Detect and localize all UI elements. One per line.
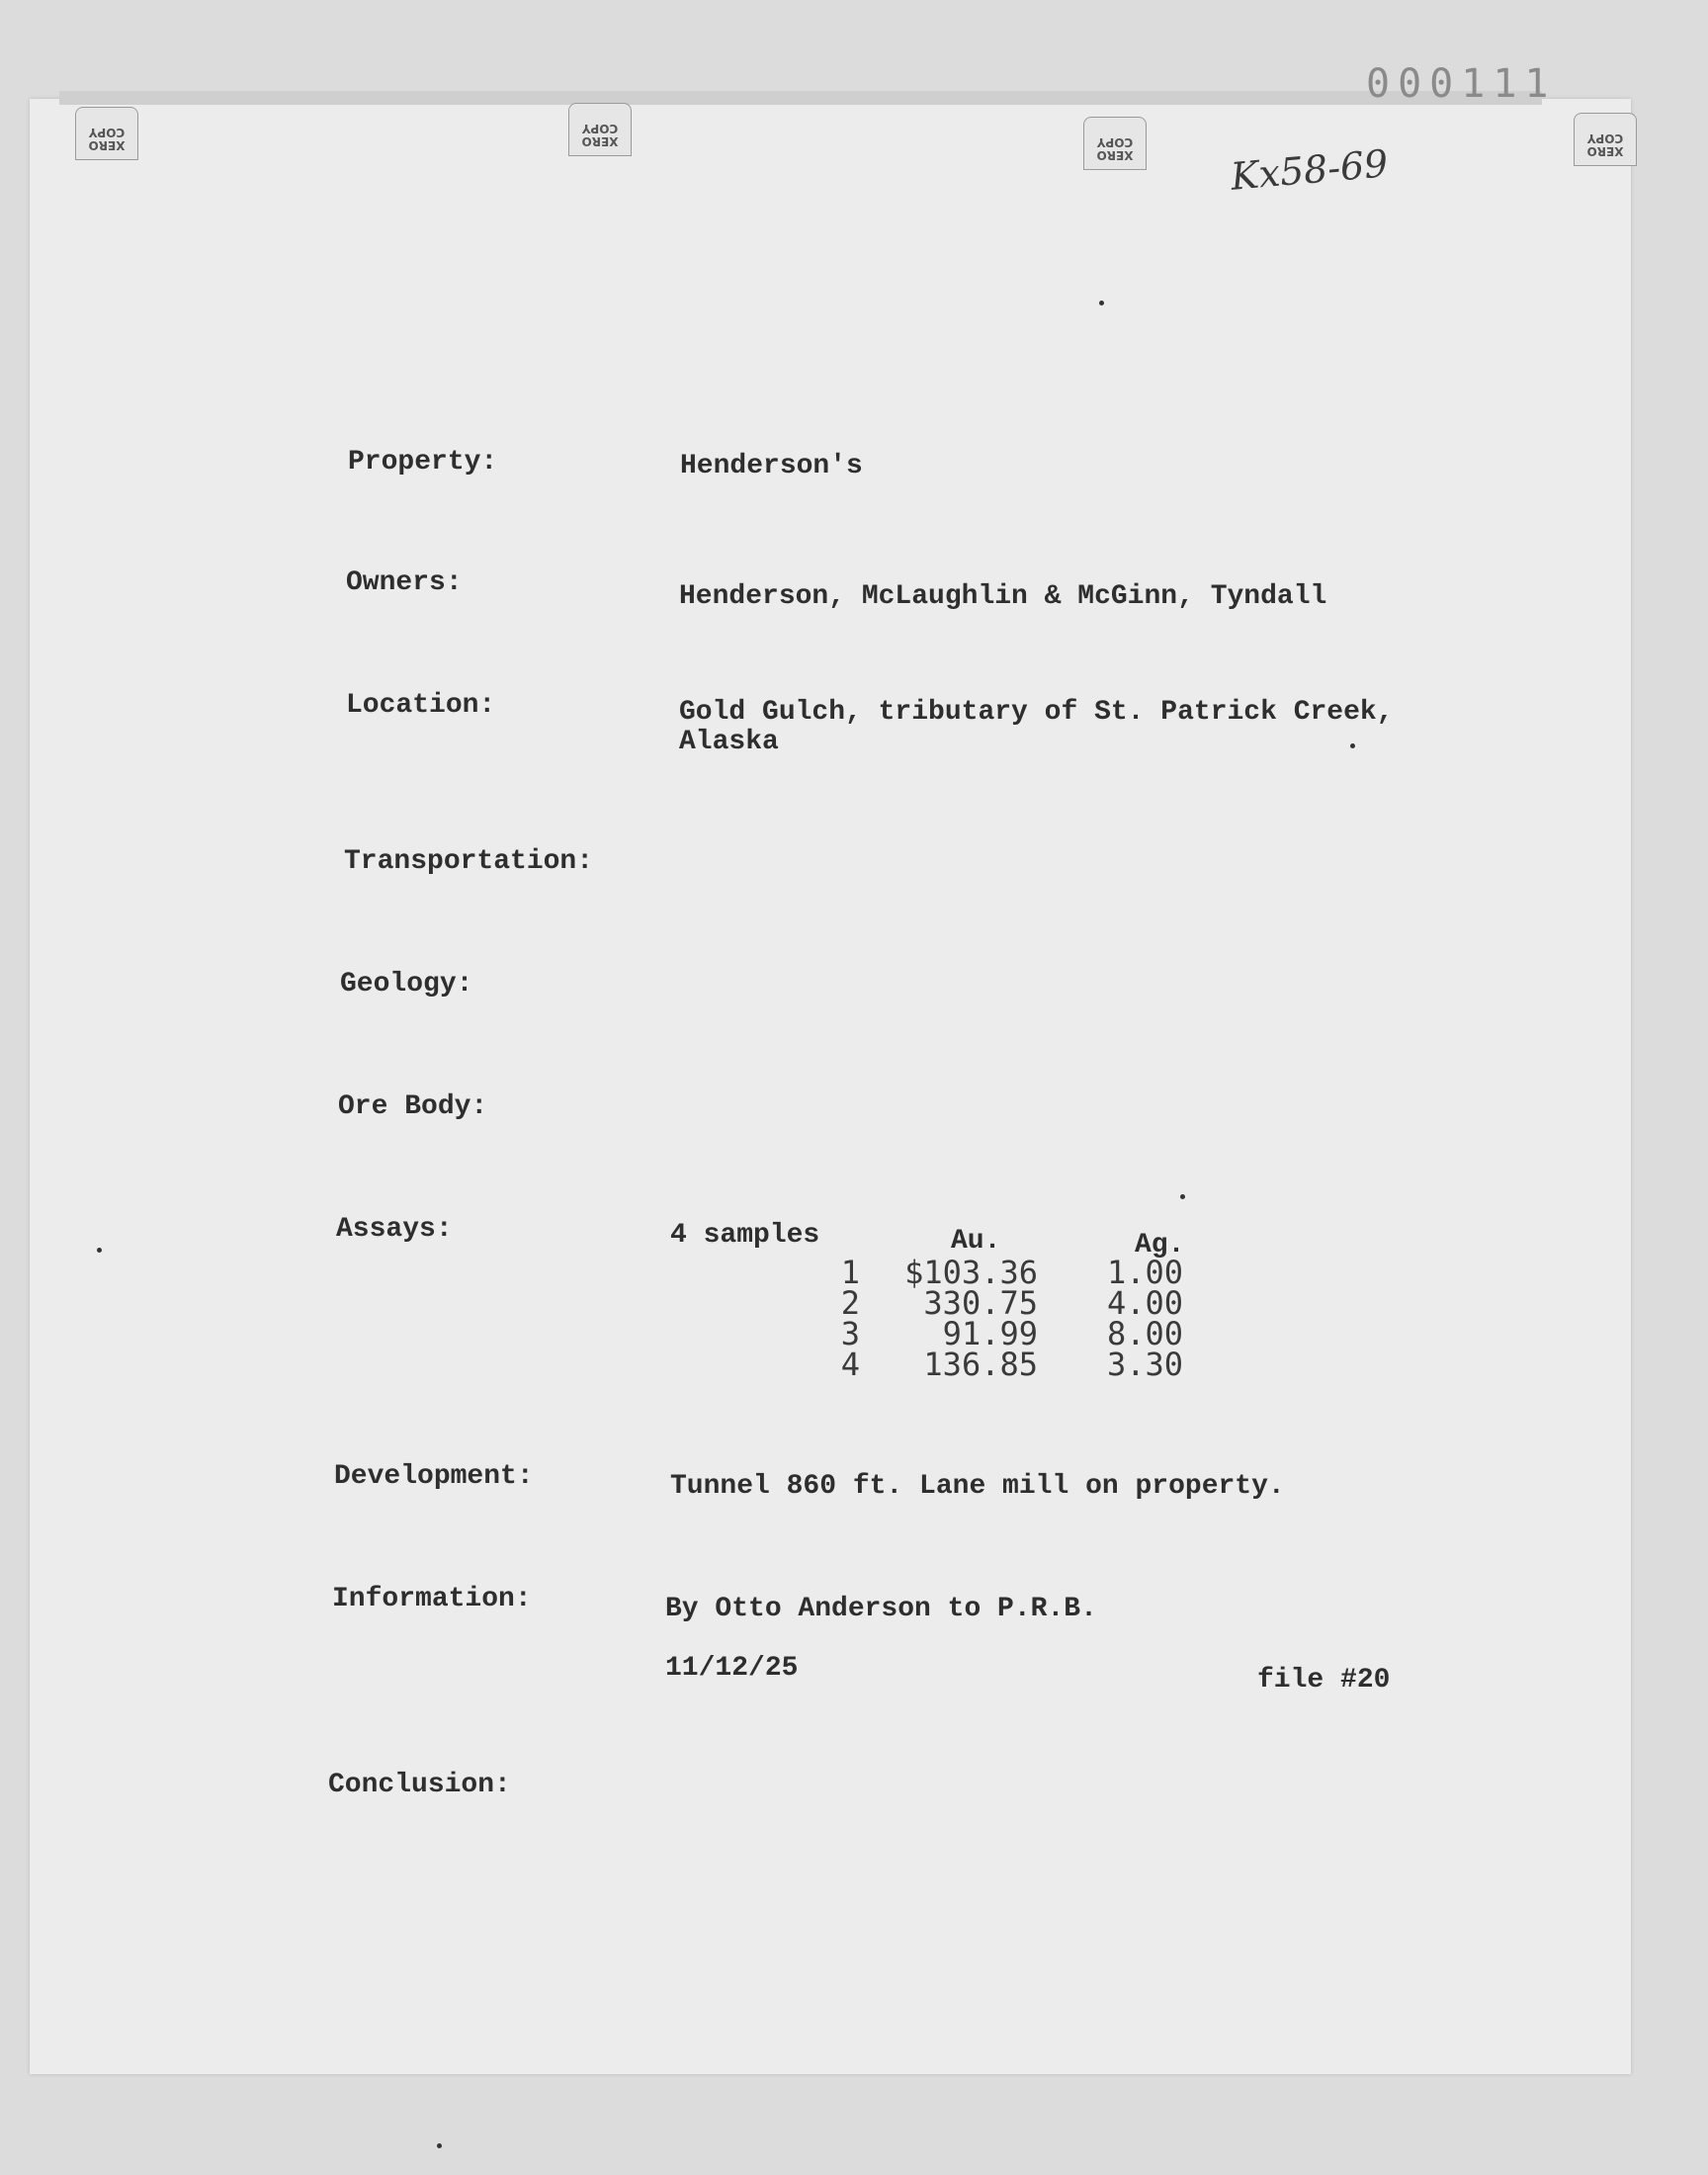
xero-copy-tab-1 [75, 107, 138, 160]
assay-sample-number: 1 [840, 1254, 860, 1291]
assay-ag-value: 4.00 [1107, 1284, 1184, 1322]
file-number: file #20 [1257, 1665, 1391, 1696]
assay-au-value: 330.75 [923, 1284, 1038, 1322]
tab-text-copy: COPY [1096, 135, 1134, 149]
conclusion-label: Conclusion: [328, 1770, 511, 1800]
information-value: By Otto Anderson to P.R.B. [665, 1594, 1097, 1624]
scan-speck [1180, 1194, 1185, 1199]
location-value [679, 698, 1394, 757]
geology-label: Geology: [340, 969, 473, 1000]
information-date: 11/12/25 [665, 1653, 799, 1684]
assay-au-value: 91.99 [942, 1315, 1038, 1352]
tab-text-copy: COPY [88, 126, 126, 139]
tab-text-xero: XERO [1586, 144, 1624, 158]
scan-speck [437, 2143, 442, 2148]
tab-text-copy: COPY [581, 122, 619, 135]
xero-copy-tab-2 [568, 103, 632, 156]
assay-au-value: $103.36 [904, 1254, 1038, 1291]
transportation-label: Transportation: [344, 846, 594, 877]
location-label: Location: [346, 690, 496, 721]
assay-sample-number: 4 [840, 1346, 860, 1383]
assay-au-value: 136.85 [923, 1346, 1038, 1383]
assay-au-header: Au. [951, 1226, 1001, 1257]
assays-label: Assays: [336, 1214, 453, 1245]
xero-copy-tab-3 [1083, 117, 1147, 170]
tab-text-copy: COPY [1586, 131, 1624, 145]
property-label: Property: [348, 447, 498, 478]
development-label: Development: [334, 1461, 534, 1492]
owners-value: Henderson, McLaughlin & McGinn, Tyndall [679, 581, 1327, 612]
owners-label: Owners: [346, 567, 463, 598]
development-value: Tunnel 860 ft. Lane mill on property. [670, 1471, 1285, 1502]
location-value-line-1: Gold Gulch, tributary of St. Patrick Creek, [679, 697, 1394, 728]
ore-body-label: Ore Body: [338, 1091, 488, 1122]
property-value: Henderson's [680, 451, 863, 481]
handwritten-reference: Kx58-69 [1229, 141, 1390, 199]
assay-ag-header: Ag. [1135, 1230, 1185, 1261]
assay-ag-value: 3.30 [1107, 1346, 1184, 1383]
assay-sample-number: 2 [840, 1284, 860, 1322]
assay-samples-text: 4 samples [670, 1220, 820, 1251]
assay-ag-value: 8.00 [1107, 1315, 1184, 1352]
scan-speck [97, 1248, 102, 1253]
document-sheet [30, 99, 1631, 2074]
information-label: Information: [332, 1584, 532, 1614]
tab-text-xero: XERO [88, 138, 126, 152]
xero-copy-tab-4 [1574, 113, 1637, 166]
assay-ag-value: 1.00 [1107, 1254, 1184, 1291]
scan-speck [1099, 301, 1104, 305]
location-value-line-2: Alaska [679, 727, 779, 757]
document-number: 000111 [1366, 61, 1557, 107]
sheet-top-edge [59, 91, 1542, 105]
tab-text-xero: XERO [581, 134, 619, 148]
assay-sample-number: 3 [840, 1315, 860, 1352]
scan-speck [1350, 743, 1355, 748]
tab-text-xero: XERO [1096, 148, 1134, 162]
